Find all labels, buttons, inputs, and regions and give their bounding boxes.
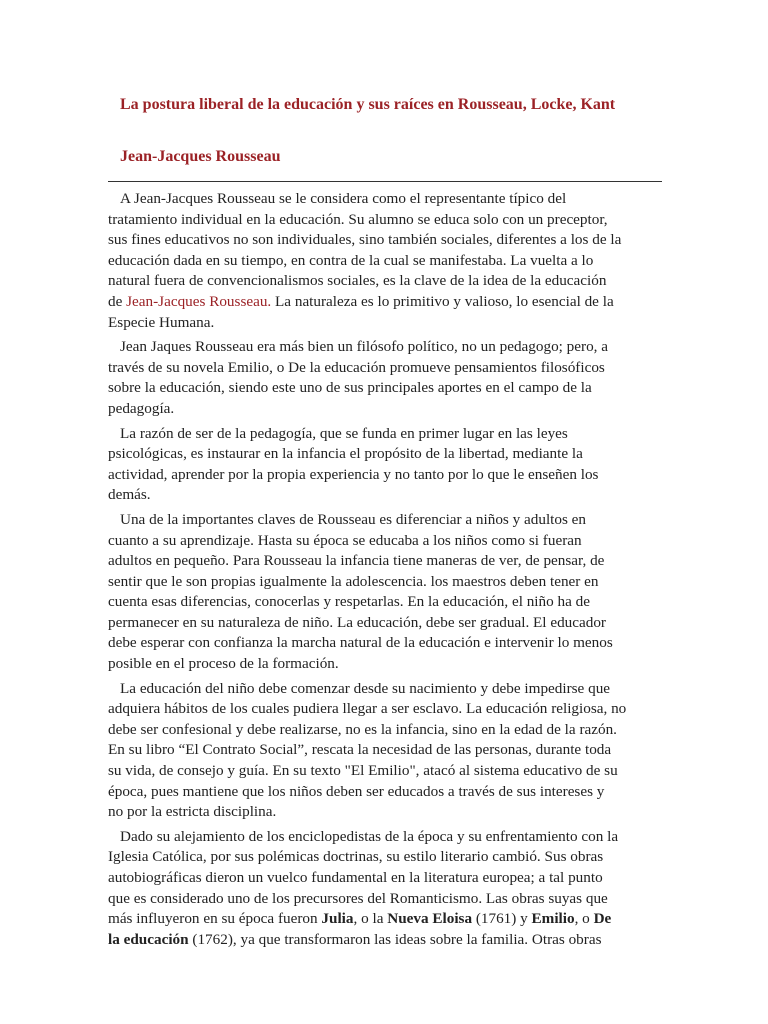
text-line: adultos en pequeño. Para Rousseau la infancia tiene maneras de ver, de pensar, de: [108, 552, 605, 570]
text-line: pedagogía.: [108, 399, 175, 417]
text-line: cuenta esas diferencias, conocerlas y respetarlas. En la educación, el niño ha de: [108, 593, 590, 611]
work-title-julia: Julia: [321, 910, 354, 928]
text-fragment: (1761) y: [472, 910, 532, 928]
text-line-mixed: [108, 910, 611, 927]
text-line: permanecer en su naturaleza de niño. La educación, debe ser gradual. El educador: [108, 613, 606, 631]
text-fragment: , o: [574, 910, 594, 928]
text-line: A Jean-Jacques Rousseau se le considera como el representante típico del: [120, 190, 567, 207]
text-line: que es considerado uno de los precursores del Romanticismo. Las obras suyas que: [108, 889, 608, 907]
paragraph-1: [108, 189, 664, 333]
text-line: En su libro “El Contrato Social”, rescata la necesidad de las personas, durante toda: [108, 741, 612, 759]
work-title-de-la-educacion-part2: la educación: [108, 930, 189, 948]
text-line: natural fuera de convencionalismos sociales, es la clave de la idea de la educación: [108, 272, 607, 290]
text-line: demás.: [108, 486, 151, 504]
text-line: cuanto a su aprendizaje. Hasta su época se educaba a los niños como si fueran: [108, 531, 582, 549]
text-line: La educación del niño debe comenzar desde su nacimiento y debe impedirse que: [120, 679, 611, 697]
text-fragment: más influyeron en su época fueron: [108, 910, 322, 928]
horizontal-divider: [108, 181, 662, 182]
section-heading: Jean-Jacques Rousseau: [120, 148, 281, 165]
text-line: Dado su alejamiento de los enciclopedistas de la época y su enfrentamiento con la: [120, 827, 619, 845]
text-line: no por la estricta disciplina.: [108, 803, 277, 821]
text-line: época, pues mantiene que los niños deben ser educados a través de sus intereses y: [108, 782, 605, 800]
text-line: debe esperar con confianza la marcha natural de la educación e intervenir lo menos: [108, 634, 613, 652]
text-line: su vida, de consejo y guía. En su texto "El Emilio", atacó al sistema educativo de su: [108, 762, 618, 780]
work-title-de-la-educacion-part1: De: [593, 910, 612, 928]
work-title-nueva-eloisa: Nueva Eloisa: [387, 910, 473, 928]
text-line: educación dada en su tiempo, en contra de la cual se manifestaba. La vuelta a lo: [108, 251, 594, 269]
text-line: sobre la educación, siendo este uno de sus principales aportes en el campo de la: [108, 379, 592, 397]
page-title: La postura liberal de la educación y sus raíces en Rousseau, Locke, Kant: [120, 96, 616, 113]
text-line: sus fines educativos no son individuales, sino también sociales, diferentes a los de la: [108, 231, 622, 249]
text-line: tratamiento individual en la educación. Su alumno se educa solo con un preceptor,: [108, 210, 608, 228]
text-line-mixed: [108, 931, 601, 948]
text-line: adquiera hábitos de los cuales pudiera llegar a ser esclavo. La educación religiosa, no: [108, 700, 627, 718]
paragraph-2: [108, 337, 664, 419]
text-line: autobiográficas dieron un vuelco fundamental en la literatura europea; a tal punto: [108, 869, 603, 886]
text-line: psicológicas, es instaurar en la infancia el propósito de la libertad, mediante la: [108, 445, 583, 463]
paragraph-4: [108, 510, 664, 675]
paragraph-3: [108, 424, 664, 506]
text-line: sentir que le son propias igualmente la adolescencia. los maestros deben tener en: [108, 572, 599, 590]
work-title-emilio: Emilio: [531, 910, 575, 928]
text-line: Jean Jaques Rousseau era más bien un filósofo político, no un pedagogo; pero, a: [120, 338, 608, 356]
text-line: debe ser confesional y debe realizarse, no es la infancia, sino en la edad de la razón.: [108, 720, 617, 738]
rousseau-link[interactable]: Jean-Jacques Rousseau.: [126, 292, 272, 310]
text-line: Una de la importantes claves de Rousseau es diferenciar a niños y adultos en: [120, 510, 587, 528]
text-fragment: de: [108, 292, 127, 310]
text-fragment: La naturaleza es lo primitivo y valioso, lo esencial de la: [271, 292, 614, 310]
text-line: Especie Humana.: [108, 313, 215, 331]
text-line: través de su novela Emilio, o De la educación promueve pensamientos filosóficos: [108, 358, 605, 376]
text-line: posible en el proceso de la formación.: [108, 655, 339, 673]
text-fragment: , o la: [353, 910, 388, 928]
text-line-with-link: [108, 293, 614, 310]
paragraph-6: [108, 827, 664, 951]
paragraph-5: [108, 679, 664, 823]
text-fragment: (1762), ya que transformaron las ideas sobre la familia. Otras obras: [188, 930, 602, 948]
text-line: actividad, aprender por la propia experiencia y no tanto por lo que le enseñen los: [108, 465, 599, 483]
document-body: [108, 189, 664, 954]
text-line: La razón de ser de la pedagogía, que se funda en primer lugar en las leyes: [120, 424, 568, 442]
text-line: Iglesia Católica, por sus polémicas doctrinas, su estilo literario cambió. Sus obras: [108, 848, 604, 866]
